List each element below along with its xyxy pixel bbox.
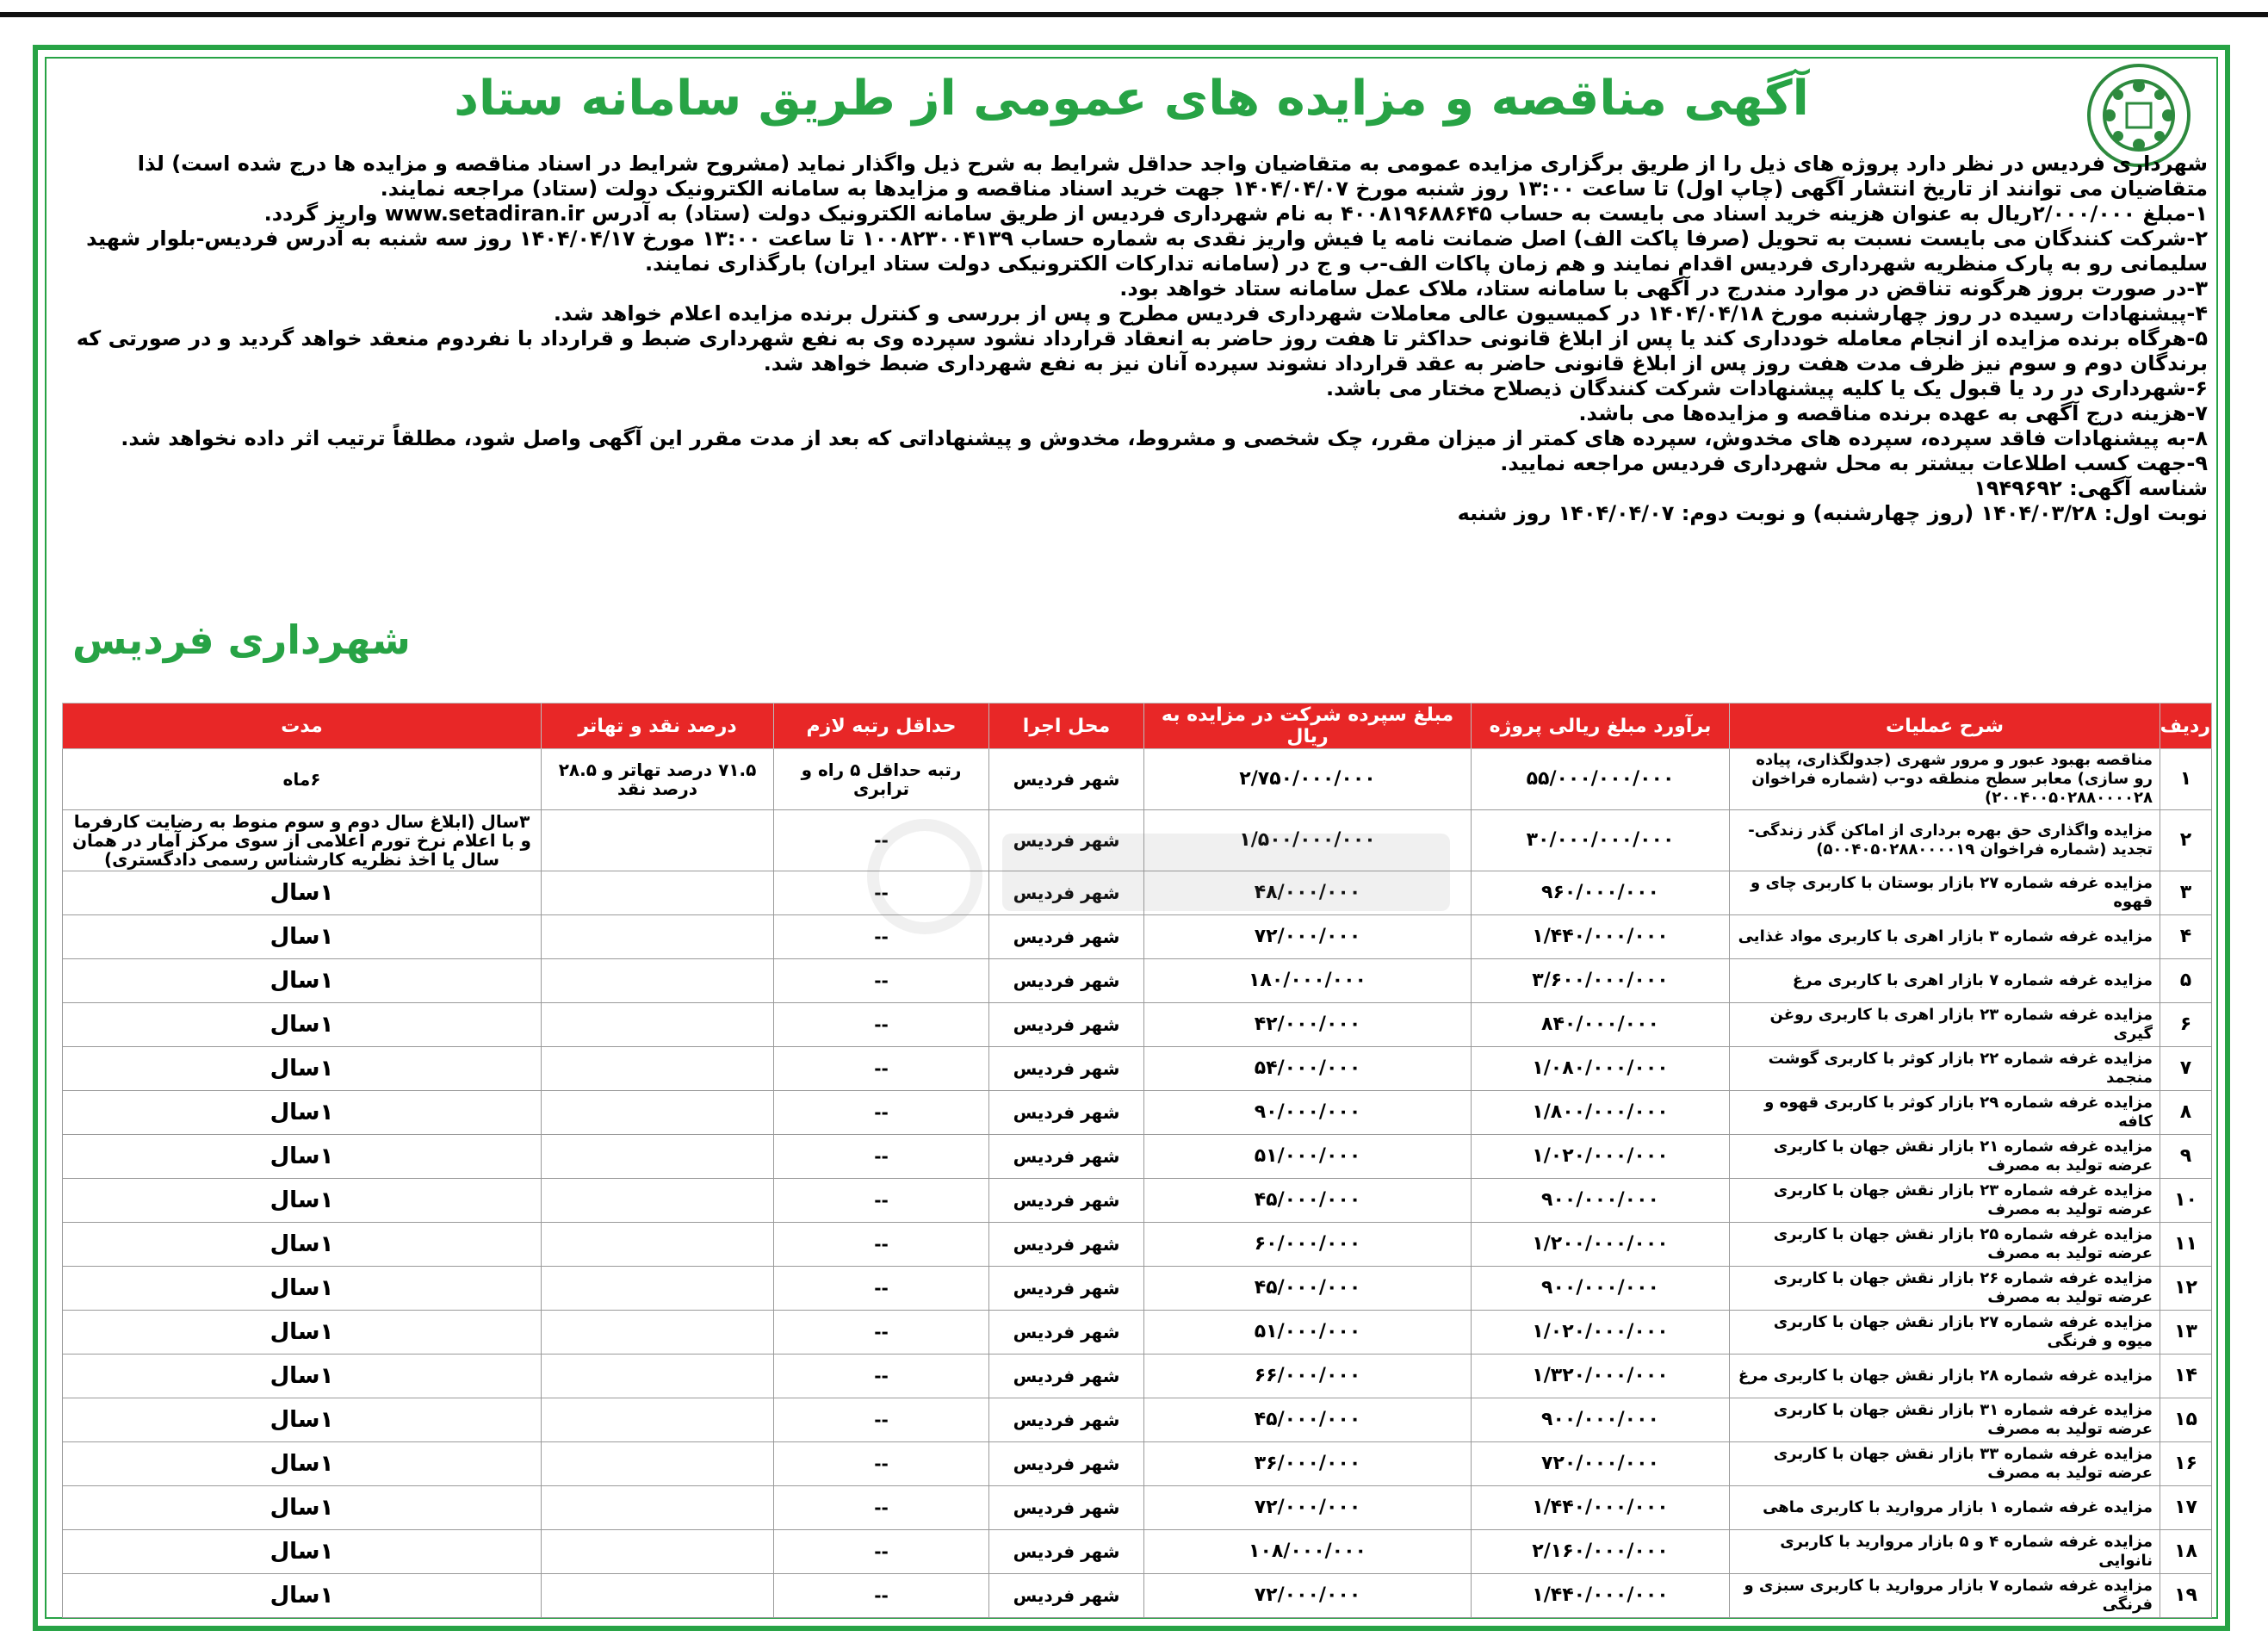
row-number: ۶	[2160, 1003, 2212, 1047]
table-row	[63, 1223, 2212, 1267]
operation-description: مزایده واگذاری حق بهره برداری از اماکن گذر زندگی- تجدید (شماره فراخوان ۵۰۰۴۰۵۰۲۸۸۰۰۰۰۱۹)	[1730, 810, 2160, 871]
cash-barter-percent	[542, 1135, 774, 1179]
row-number: ۱۴	[2160, 1355, 2212, 1398]
tender-table	[62, 703, 2212, 1618]
estimated-amount: ۱/۴۴۰/۰۰۰/۰۰۰	[1472, 1574, 1730, 1618]
col-header: مبلغ سپرده شرکت در مزایده به ریال	[1144, 704, 1472, 749]
duration: ۱سال	[63, 1442, 542, 1486]
location: شهر فردیس	[989, 1047, 1144, 1091]
row-number: ۱۰	[2160, 1179, 2212, 1223]
row-number: ۱۸	[2160, 1530, 2212, 1574]
top-rule	[0, 12, 2268, 17]
deposit-amount: ۴۵/۰۰۰/۰۰۰	[1144, 1267, 1472, 1311]
estimated-amount: ۱/۴۴۰/۰۰۰/۰۰۰	[1472, 915, 1730, 959]
table-row	[63, 1311, 2212, 1355]
location: شهر فردیس	[989, 959, 1144, 1003]
operation-description: مزایده غرفه شماره ۲۹ بازار کوثر با کاربری قهوه و کافه	[1730, 1091, 2160, 1135]
operation-description: مزایده غرفه شماره ۴ و ۵ بازار مروارید با کاربری نانوایی	[1730, 1530, 2160, 1574]
notice-item: ۴-پیشنهادات رسیده در روز چهارشنبه مورخ ۱۴۰۴/۰۴/۱۸ در کمیسیون عالی معاملات شهرداری فردیس مطرح و پس از بررسی و کنترل برنده مزایده اعلام خواهد شد.	[553, 301, 2208, 325]
location: شهر فردیس	[989, 1003, 1144, 1047]
cash-barter-percent	[542, 1486, 774, 1530]
operation-description: مناقصه بهبود عبور و مرور شهری (جدولگذاری، پیاده رو سازی) معابر سطح منطقه دو-ب (شماره فراخوان ۲۰۰۴۰۰۵۰۲۸۸۰۰۰۰۲۸)	[1730, 749, 2160, 810]
cash-barter-percent	[542, 810, 774, 871]
deposit-amount: ۲/۷۵۰/۰۰۰/۰۰۰	[1144, 749, 1472, 810]
minimum-rank: --	[774, 1179, 989, 1223]
notice-title: آگهی مناقصه و مزایده های عمومی از طریق سامانه ستاد	[454, 71, 1809, 127]
deposit-amount: ۴۵/۰۰۰/۰۰۰	[1144, 1179, 1472, 1223]
table-body	[63, 749, 2212, 1618]
row-number: ۱۵	[2160, 1398, 2212, 1442]
minimum-rank: --	[774, 1047, 989, 1091]
duration: ۱سال	[63, 871, 542, 915]
location: شهر فردیس	[989, 1574, 1144, 1618]
estimated-amount: ۱/۰۸۰/۰۰۰/۰۰۰	[1472, 1047, 1730, 1091]
notice-frame	[33, 45, 2230, 1631]
cash-barter-percent	[542, 1047, 774, 1091]
estimated-amount: ۵۵/۰۰۰/۰۰۰/۰۰۰	[1472, 749, 1730, 810]
duration: ۱سال	[63, 959, 542, 1003]
row-number: ۱۳	[2160, 1311, 2212, 1355]
minimum-rank: --	[774, 1135, 989, 1179]
minimum-rank: --	[774, 1486, 989, 1530]
deposit-amount: ۹۰/۰۰۰/۰۰۰	[1144, 1091, 1472, 1135]
estimated-amount: ۱/۲۰۰/۰۰۰/۰۰۰	[1472, 1223, 1730, 1267]
minimum-rank: --	[774, 1574, 989, 1618]
duration: ۱سال	[63, 1355, 542, 1398]
estimated-amount: ۱/۸۰۰/۰۰۰/۰۰۰	[1472, 1091, 1730, 1135]
publication-dates: نوبت اول: ۱۴۰۴/۰۳/۲۸ (روز چهارشنبه) و نوبت دوم: ۱۴۰۴/۰۴/۰۷ روز شنبه	[1457, 501, 2208, 525]
operation-description: مزایده غرفه شماره ۳۳ بازار نقش جهان با کاربری عرضه تولید به مصرف	[1730, 1442, 2160, 1486]
deposit-amount: ۱۸۰/۰۰۰/۰۰۰	[1144, 959, 1472, 1003]
deposit-amount: ۷۲/۰۰۰/۰۰۰	[1144, 1486, 1472, 1530]
estimated-amount: ۱/۰۲۰/۰۰۰/۰۰۰	[1472, 1135, 1730, 1179]
cash-barter-percent	[542, 1355, 774, 1398]
deposit-amount: ۵۱/۰۰۰/۰۰۰	[1144, 1135, 1472, 1179]
cash-barter-percent	[542, 1267, 774, 1311]
location: شهر فردیس	[989, 915, 1144, 959]
cash-barter-percent	[542, 1442, 774, 1486]
col-header: حداقل رتبه لازم	[774, 704, 989, 749]
notice-item: ۱-مبلغ ۲/۰۰۰/۰۰۰ریال به عنوان هزینه خرید اسناد می بایست به حساب ۴۰۰۸۱۹۶۸۸۶۴۵ به نام شهرداری فردیس از طریق سامانه الکترونیک دولت (ستاد) به آدرس www.setadiran.ir واریز گردد.	[263, 201, 2208, 226]
row-number: ۷	[2160, 1047, 2212, 1091]
location: شهر فردیس	[989, 1223, 1144, 1267]
row-number: ۱۹	[2160, 1574, 2212, 1618]
operation-description: مزایده غرفه شماره ۳ بازار اهری با کاربری مواد غذایی	[1730, 915, 2160, 959]
table-row	[63, 1135, 2212, 1179]
location: شهر فردیس	[989, 871, 1144, 915]
operation-description: مزایده غرفه شماره ۲۱ بازار نقش جهان با کاربری عرضه تولید به مصرف	[1730, 1135, 2160, 1179]
deposit-amount: ۷۲/۰۰۰/۰۰۰	[1144, 1574, 1472, 1618]
deposit-amount: ۱/۵۰۰/۰۰۰/۰۰۰	[1144, 810, 1472, 871]
table-row	[63, 810, 2212, 871]
organization-name: شهرداری فردیس	[72, 617, 411, 663]
table-row	[63, 1574, 2212, 1618]
table-row	[63, 1267, 2212, 1311]
table-row	[63, 871, 2212, 915]
col-header: مدت	[63, 704, 542, 749]
notice-item: ۹-جهت کسب اطلاعات بیشتر به محل شهرداری فردیس مراجعه نمایید.	[1500, 451, 2208, 475]
notice-item: ۲-شرکت کنندگان می بایست نسبت به تحویل (صرفا پاکت الف) اصل ضمانت نامه یا فیش واریز نقدی به شماره حساب ۱۰۰۸۲۳۰۰۴۱۳۹ تا ساعت ۱۳:۰۰ مورخ ۱۴۰۴/۰۴/۱۷ روز سه شنبه به آدرس فردیس-بلوار شهید سلیمانی رو به پارک منظریه شهرداری فردیس اقدام نمایند و هم زمان پاکات الف-ب و ج در (سامانه تدارکات الکترونیکی دولت ستاد ایران) بارگذاری نمایند.	[86, 226, 2208, 276]
estimated-amount: ۷۲۰/۰۰۰/۰۰۰	[1472, 1442, 1730, 1486]
minimum-rank: --	[774, 1398, 989, 1442]
row-number: ۲	[2160, 810, 2212, 871]
minimum-rank: --	[774, 915, 989, 959]
deposit-amount: ۱۰۸/۰۰۰/۰۰۰	[1144, 1530, 1472, 1574]
row-number: ۸	[2160, 1091, 2212, 1135]
estimated-amount: ۸۴۰/۰۰۰/۰۰۰	[1472, 1003, 1730, 1047]
cash-barter-percent	[542, 1574, 774, 1618]
cash-barter-percent	[542, 1223, 774, 1267]
operation-description: مزایده غرفه شماره ۲۳ بازار نقش جهان با کاربری عرضه تولید به مصرف	[1730, 1179, 2160, 1223]
operation-description: مزایده غرفه شماره ۲۳ بازار اهری با کاربری روغن گیری	[1730, 1003, 2160, 1047]
duration: ۱سال	[63, 1267, 542, 1311]
location: شهر فردیس	[989, 1179, 1144, 1223]
estimated-amount: ۹۰۰/۰۰۰/۰۰۰	[1472, 1267, 1730, 1311]
notice-item: ۷-هزینه درج آگهی به عهده برنده مناقصه و مزایده‌ها می باشد.	[1578, 401, 2208, 425]
location: شهر فردیس	[989, 1398, 1144, 1442]
deposit-amount: ۴۲/۰۰۰/۰۰۰	[1144, 1003, 1472, 1047]
duration: ۱سال	[63, 1179, 542, 1223]
operation-description: مزایده غرفه شماره ۲۶ بازار نقش جهان با کاربری عرضه تولید به مصرف	[1730, 1267, 2160, 1311]
minimum-rank: --	[774, 1223, 989, 1267]
minimum-rank: --	[774, 810, 989, 871]
row-number: ۴	[2160, 915, 2212, 959]
table-row	[63, 1355, 2212, 1398]
table-row	[63, 959, 2212, 1003]
table-row	[63, 1179, 2212, 1223]
cash-barter-percent: ۷۱.۵ درصد تهاتر و ۲۸.۵ درصد نقد	[542, 749, 774, 810]
minimum-rank: رتبه حداقل ۵ راه و ترابری	[774, 749, 989, 810]
operation-description: مزایده غرفه شماره ۱ بازار مروارید با کاربری ماهی	[1730, 1486, 2160, 1530]
notice-item: ۶-شهرداری در رد یا قبول یک یا کلیه پیشنهادات شرکت کنندگان ذیصلاح مختار می باشد.	[1325, 376, 2208, 400]
col-header: درصد نقد و تهاتر	[542, 704, 774, 749]
location: شهر فردیس	[989, 749, 1144, 810]
deposit-amount: ۴۸/۰۰۰/۰۰۰	[1144, 871, 1472, 915]
duration: ۱سال	[63, 1091, 542, 1135]
estimated-amount: ۹۶۰/۰۰۰/۰۰۰	[1472, 871, 1730, 915]
estimated-amount: ۳۰/۰۰۰/۰۰۰/۰۰۰	[1472, 810, 1730, 871]
notice-item: ۸-به پیشنهادات فاقد سپرده، سپرده های مخدوش، سپرده های کمتر از میزان مقرر، چک شخصی و مشروط، مخدوش و پیشنهاداتی که بعد از مدت مقرر این آگهی واصل شود، مطلقاً ترتیب اثر داده نخواهد شد.	[121, 426, 2208, 450]
estimated-amount: ۱/۴۴۰/۰۰۰/۰۰۰	[1472, 1486, 1730, 1530]
duration: ۱سال	[63, 1003, 542, 1047]
location: شهر فردیس	[989, 810, 1144, 871]
location: شهر فردیس	[989, 1091, 1144, 1135]
estimated-amount: ۳/۶۰۰/۰۰۰/۰۰۰	[1472, 959, 1730, 1003]
ad-id: شناسه آگهی: ۱۹۴۹۶۹۲	[1974, 476, 2208, 500]
deposit-amount: ۵۱/۰۰۰/۰۰۰	[1144, 1311, 1472, 1355]
location: شهر فردیس	[989, 1530, 1144, 1574]
operation-description: مزایده غرفه شماره ۷ بازار اهری با کاربری مرغ	[1730, 959, 2160, 1003]
location: شهر فردیس	[989, 1311, 1144, 1355]
cash-barter-percent	[542, 871, 774, 915]
notice-body	[55, 152, 2208, 526]
cash-barter-percent	[542, 1530, 774, 1574]
table-row	[63, 1047, 2212, 1091]
cash-barter-percent	[542, 1311, 774, 1355]
minimum-rank: --	[774, 1355, 989, 1398]
deposit-amount: ۶۶/۰۰۰/۰۰۰	[1144, 1355, 1472, 1398]
deposit-amount: ۵۴/۰۰۰/۰۰۰	[1144, 1047, 1472, 1091]
row-number: ۹	[2160, 1135, 2212, 1179]
duration: ۱سال	[63, 1047, 542, 1091]
operation-description: مزایده غرفه شماره ۳۱ بازار نقش جهان با کاربری عرضه تولید به مصرف	[1730, 1398, 2160, 1442]
cash-barter-percent	[542, 915, 774, 959]
notice-item: ۵-هرگاه برنده مزایده از انجام معامله خودداری کند یا پس از ابلاغ قانونی حداکثر تا هفت روز حاضر به انعقاد قرارداد نشود سپرده وی به نفع شهرداری ضبط و قرارداد با نفردوم منعقد خواهد گردید و در صورتی که برندگان دوم و سوم نیز ظرف مدت هفت روز پس از ابلاغ قانونی حاضر به عقد قرارداد نشوند سپرده آنان نیز به نفع شهرداری ضبط خواهد شد.	[76, 326, 2208, 375]
duration: ۱سال	[63, 1574, 542, 1618]
table-row	[63, 915, 2212, 959]
row-number: ۱	[2160, 749, 2212, 810]
duration: ۱سال	[63, 1530, 542, 1574]
table-row	[63, 1486, 2212, 1530]
cash-barter-percent	[542, 1179, 774, 1223]
table-row	[63, 1398, 2212, 1442]
minimum-rank: --	[774, 871, 989, 915]
deposit-amount: ۶۰/۰۰۰/۰۰۰	[1144, 1223, 1472, 1267]
operation-description: مزایده غرفه شماره ۲۲ بازار کوثر با کاربری گوشت منجمد	[1730, 1047, 2160, 1091]
row-number: ۱۱	[2160, 1223, 2212, 1267]
row-number: ۱۷	[2160, 1486, 2212, 1530]
table-row	[63, 1530, 2212, 1574]
table-header-row	[63, 704, 2212, 749]
minimum-rank: --	[774, 1003, 989, 1047]
location: شهر فردیس	[989, 1135, 1144, 1179]
estimated-amount: ۹۰۰/۰۰۰/۰۰۰	[1472, 1179, 1730, 1223]
row-number: ۱۶	[2160, 1442, 2212, 1486]
minimum-rank: --	[774, 1267, 989, 1311]
location: شهر فردیس	[989, 1355, 1144, 1398]
row-number: ۵	[2160, 959, 2212, 1003]
duration: ۶ماه	[63, 749, 542, 810]
notice-intro: شهرداری فردیس در نظر دارد پروژه های ذیل را از طریق برگزاری مزایده عمومی به متقاضیان واجد حداقل شرایط به شرح ذیل واگذار نماید (مشروح شرایط در اسناد مناقصه و مزایده ها درج شده است) لذا متقاضیان می توانند از تاریخ انتشار آگهی (چاپ اول) تا ساعت ۱۳:۰۰ روز شنبه مورخ ۱۴۰۴/۰۴/۰۷ جهت خرید اسناد مناقصه و مزایدها به سامانه الکترونیک دولت (ستاد) مراجعه نمایند.	[137, 152, 2208, 201]
minimum-rank: --	[774, 959, 989, 1003]
minimum-rank: --	[774, 1091, 989, 1135]
estimated-amount: ۱/۳۲۰/۰۰۰/۰۰۰	[1472, 1355, 1730, 1398]
operation-description: مزایده غرفه شماره ۲۷ بازار نقش جهان با کاربری میوه و فرنگی	[1730, 1311, 2160, 1355]
cash-barter-percent	[542, 1398, 774, 1442]
notice-item: ۳-در صورت بروز هرگونه تناقض در موارد مندرج در آگهی با سامانه ستاد، ملاک عمل سامانه ستاد خواهد بود.	[1119, 276, 2208, 301]
col-header: برآورد مبلغ ریالی پروژه	[1472, 704, 1730, 749]
location: شهر فردیس	[989, 1486, 1144, 1530]
minimum-rank: --	[774, 1442, 989, 1486]
estimated-amount: ۱/۰۲۰/۰۰۰/۰۰۰	[1472, 1311, 1730, 1355]
estimated-amount: ۹۰۰/۰۰۰/۰۰۰	[1472, 1398, 1730, 1442]
table-row	[63, 749, 2212, 810]
operation-description: مزایده غرفه شماره ۲۵ بازار نقش جهان با کاربری عرضه تولید به مصرف	[1730, 1223, 2160, 1267]
col-header: محل اجرا	[989, 704, 1144, 749]
deposit-amount: ۳۶/۰۰۰/۰۰۰	[1144, 1442, 1472, 1486]
table-row	[63, 1091, 2212, 1135]
duration: ۱سال	[63, 1223, 542, 1267]
col-header: شرح عملیات	[1730, 704, 2160, 749]
duration: ۱سال	[63, 1486, 542, 1530]
location: شهر فردیس	[989, 1442, 1144, 1486]
minimum-rank: --	[774, 1311, 989, 1355]
duration: ۱سال	[63, 1135, 542, 1179]
row-number: ۳	[2160, 871, 2212, 915]
estimated-amount: ۲/۱۶۰/۰۰۰/۰۰۰	[1472, 1530, 1730, 1574]
duration: ۱سال	[63, 1311, 542, 1355]
table-row	[63, 1003, 2212, 1047]
duration: ۱سال	[63, 915, 542, 959]
location: شهر فردیس	[989, 1267, 1144, 1311]
cash-barter-percent	[542, 1003, 774, 1047]
operation-description: مزایده غرفه شماره ۷ بازار مروارید با کاربری سبزی و فرنگی	[1730, 1574, 2160, 1618]
minimum-rank: --	[774, 1530, 989, 1574]
cash-barter-percent	[542, 1091, 774, 1135]
col-header: ردیف	[2160, 704, 2212, 749]
deposit-amount: ۴۵/۰۰۰/۰۰۰	[1144, 1398, 1472, 1442]
row-number: ۱۲	[2160, 1267, 2212, 1311]
cash-barter-percent	[542, 959, 774, 1003]
operation-description: مزایده غرفه شماره ۲۷ بازار بوستان با کاربری چای و قهوه	[1730, 871, 2160, 915]
operation-description: مزایده غرفه شماره ۲۸ بازار نقش جهان با کاربری مرغ	[1730, 1355, 2160, 1398]
duration: ۳سال (ابلاغ سال دوم و سوم منوط به رضایت کارفرما و با اعلام نرخ تورم اعلامی از سوی مرکز آمار در همان سال یا اخذ نظریه کارشناس رسمی دادگستری)	[63, 810, 542, 871]
deposit-amount: ۷۲/۰۰۰/۰۰۰	[1144, 915, 1472, 959]
duration: ۱سال	[63, 1398, 542, 1442]
table-row	[63, 1442, 2212, 1486]
